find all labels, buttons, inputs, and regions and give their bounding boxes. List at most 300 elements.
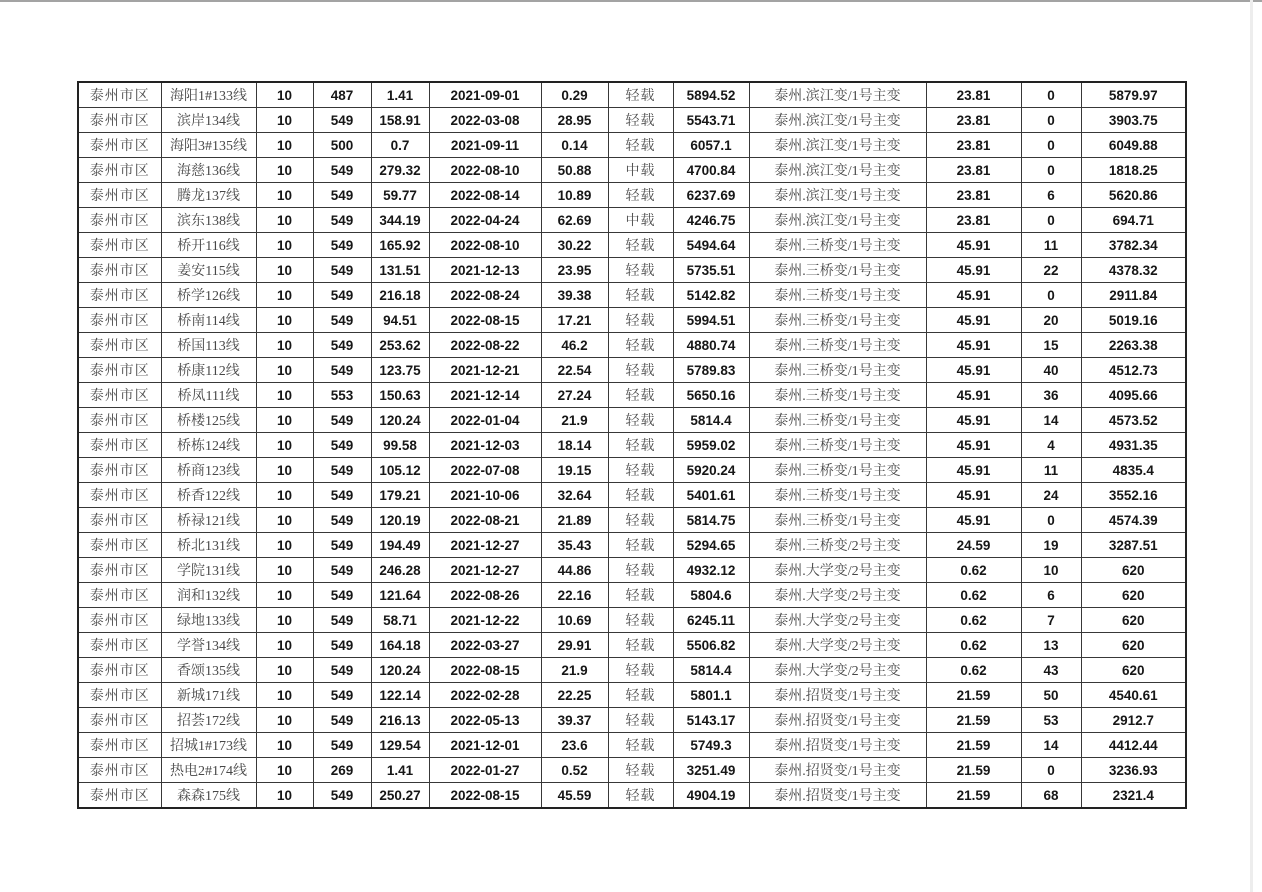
table-cell: 10 — [1021, 558, 1081, 583]
table-cell: 694.71 — [1081, 208, 1186, 233]
table-cell: 10 — [256, 608, 313, 633]
table-cell: 海阳1#133线 — [161, 82, 256, 108]
table-cell: 549 — [313, 708, 371, 733]
table-cell: 泰州市区 — [78, 558, 161, 583]
table-cell: 泰州市区 — [78, 608, 161, 633]
table-cell: 39.37 — [541, 708, 608, 733]
table-cell: 轻载 — [608, 458, 673, 483]
table-row — [78, 533, 1186, 558]
table-cell: 泰州.招贤变/1号主变 — [749, 683, 926, 708]
table-cell: 22.54 — [541, 358, 608, 383]
table-row — [78, 133, 1186, 158]
table-cell: 45.91 — [926, 308, 1021, 333]
table-cell: 3903.75 — [1081, 108, 1186, 133]
table-cell: 129.54 — [371, 733, 429, 758]
table-cell: 549 — [313, 233, 371, 258]
table-cell: 165.92 — [371, 233, 429, 258]
table-cell: 泰州市区 — [78, 533, 161, 558]
table-cell: 549 — [313, 533, 371, 558]
table-cell: 桥香122线 — [161, 483, 256, 508]
table-cell: 620 — [1081, 658, 1186, 683]
table-cell: 10 — [256, 82, 313, 108]
table-cell: 10 — [256, 308, 313, 333]
table-cell: 泰州.招贤变/1号主变 — [749, 733, 926, 758]
table-cell: 620 — [1081, 583, 1186, 608]
table-cell: 1.41 — [371, 82, 429, 108]
table-cell: 2022-02-28 — [429, 683, 541, 708]
table-cell: 泰州市区 — [78, 733, 161, 758]
table-cell: 105.12 — [371, 458, 429, 483]
table-cell: 0 — [1021, 108, 1081, 133]
table-cell: 3782.34 — [1081, 233, 1186, 258]
table-cell: 新城171线 — [161, 683, 256, 708]
table-cell: 5650.16 — [673, 383, 749, 408]
table-cell: 轻载 — [608, 558, 673, 583]
table-cell: 14 — [1021, 733, 1081, 758]
table-cell: 487 — [313, 82, 371, 108]
table-cell: 549 — [313, 308, 371, 333]
table-cell: 学院131线 — [161, 558, 256, 583]
table-cell: 22.25 — [541, 683, 608, 708]
table-row — [78, 508, 1186, 533]
table-cell: 2022-08-26 — [429, 583, 541, 608]
table-row — [78, 283, 1186, 308]
table-cell: 14 — [1021, 408, 1081, 433]
table-row — [78, 608, 1186, 633]
table-cell: 23.95 — [541, 258, 608, 283]
table-cell: 28.95 — [541, 108, 608, 133]
table-row — [78, 633, 1186, 658]
table-cell: 2321.4 — [1081, 783, 1186, 809]
table-cell: 2021-12-21 — [429, 358, 541, 383]
table-cell: 0 — [1021, 758, 1081, 783]
table-cell: 94.51 — [371, 308, 429, 333]
table-cell: 泰州市区 — [78, 233, 161, 258]
table-cell: 泰州.滨江变/1号主变 — [749, 82, 926, 108]
table-cell: 轻载 — [608, 483, 673, 508]
table-cell: 桥栋124线 — [161, 433, 256, 458]
table-cell: 泰州市区 — [78, 283, 161, 308]
table-cell: 10.89 — [541, 183, 608, 208]
table-row — [78, 183, 1186, 208]
table-cell: 17.21 — [541, 308, 608, 333]
table-cell: 2263.38 — [1081, 333, 1186, 358]
table-cell: 2021-12-22 — [429, 608, 541, 633]
table-cell: 23.81 — [926, 82, 1021, 108]
table-cell: 216.18 — [371, 283, 429, 308]
table-row — [78, 708, 1186, 733]
table-cell: 10 — [256, 633, 313, 658]
table-cell: 7 — [1021, 608, 1081, 633]
table-cell: 泰州市区 — [78, 583, 161, 608]
table-cell: 1.41 — [371, 758, 429, 783]
table-cell: 2022-03-27 — [429, 633, 541, 658]
table-cell: 泰州.招贤变/1号主变 — [749, 708, 926, 733]
table-cell: 36 — [1021, 383, 1081, 408]
table-cell: 131.51 — [371, 258, 429, 283]
table-cell: 21.9 — [541, 658, 608, 683]
table-cell: 23.81 — [926, 208, 1021, 233]
table-row — [78, 358, 1186, 383]
table-cell: 轻载 — [608, 408, 673, 433]
table-cell: 泰州.三桥变/1号主变 — [749, 258, 926, 283]
table-cell: 香颂135线 — [161, 658, 256, 683]
table-cell: 2022-04-24 — [429, 208, 541, 233]
table-cell: 泰州市区 — [78, 208, 161, 233]
table-cell: 45.91 — [926, 258, 1021, 283]
table-cell: 轻载 — [608, 508, 673, 533]
table-cell: 68 — [1021, 783, 1081, 809]
table-cell: 2022-07-08 — [429, 458, 541, 483]
table-cell: 泰州市区 — [78, 258, 161, 283]
table-cell: 泰州市区 — [78, 458, 161, 483]
table-cell: 5749.3 — [673, 733, 749, 758]
table-cell: 21.59 — [926, 708, 1021, 733]
table-cell: 润和132线 — [161, 583, 256, 608]
table-cell: 轻载 — [608, 533, 673, 558]
table-row — [78, 433, 1186, 458]
table-cell: 5143.17 — [673, 708, 749, 733]
table-cell: 43 — [1021, 658, 1081, 683]
table-cell: 549 — [313, 608, 371, 633]
table-cell: 5879.97 — [1081, 82, 1186, 108]
table-cell: 3251.49 — [673, 758, 749, 783]
table-cell: 18.14 — [541, 433, 608, 458]
table-cell: 45.91 — [926, 458, 1021, 483]
table-cell: 22.16 — [541, 583, 608, 608]
table-cell: 10 — [256, 533, 313, 558]
table-cell: 58.71 — [371, 608, 429, 633]
table-cell: 10 — [256, 783, 313, 809]
table-cell: 泰州.三桥变/1号主变 — [749, 233, 926, 258]
table-cell: 泰州.招贤变/1号主变 — [749, 783, 926, 809]
table-cell: 500 — [313, 133, 371, 158]
table-cell: 44.86 — [541, 558, 608, 583]
table-cell: 21.59 — [926, 783, 1021, 809]
table-row — [78, 658, 1186, 683]
table-cell: 4412.44 — [1081, 733, 1186, 758]
table-cell: 2022-05-13 — [429, 708, 541, 733]
table-cell: 549 — [313, 583, 371, 608]
table-cell: 轻载 — [608, 658, 673, 683]
table-cell: 泰州市区 — [78, 683, 161, 708]
table-cell: 24.59 — [926, 533, 1021, 558]
table-cell: 中载 — [608, 208, 673, 233]
table-cell: 轻载 — [608, 608, 673, 633]
table-cell: 桥学126线 — [161, 283, 256, 308]
table-cell: 0.62 — [926, 633, 1021, 658]
table-cell: 桥开116线 — [161, 233, 256, 258]
table-cell: 120.24 — [371, 408, 429, 433]
table-cell: 10.69 — [541, 608, 608, 633]
table-cell: 11 — [1021, 458, 1081, 483]
table-cell: 35.43 — [541, 533, 608, 558]
table-cell: 泰州.三桥变/2号主变 — [749, 533, 926, 558]
table-cell: 549 — [313, 158, 371, 183]
table-cell: 轻载 — [608, 633, 673, 658]
table-cell: 桥凤111线 — [161, 383, 256, 408]
table-cell: 179.21 — [371, 483, 429, 508]
table-cell: 泰州.三桥变/1号主变 — [749, 458, 926, 483]
table-cell: 4574.39 — [1081, 508, 1186, 533]
table-cell: 2022-08-10 — [429, 158, 541, 183]
table-cell: 10 — [256, 458, 313, 483]
table-cell: 10 — [256, 383, 313, 408]
table-cell: 2022-08-15 — [429, 308, 541, 333]
table-cell: 549 — [313, 683, 371, 708]
table-cell: 549 — [313, 208, 371, 233]
table-cell: 549 — [313, 108, 371, 133]
table-row — [78, 458, 1186, 483]
table-cell: 46.2 — [541, 333, 608, 358]
table-cell: 2021-12-14 — [429, 383, 541, 408]
table-cell: 0 — [1021, 283, 1081, 308]
table-cell: 泰州.三桥变/1号主变 — [749, 433, 926, 458]
table-cell: 45.91 — [926, 483, 1021, 508]
table-row — [78, 233, 1186, 258]
table-cell: 轻载 — [608, 708, 673, 733]
table-cell: 泰州市区 — [78, 708, 161, 733]
table-cell: 5019.16 — [1081, 308, 1186, 333]
table-cell: 2021-09-11 — [429, 133, 541, 158]
table-cell: 5994.51 — [673, 308, 749, 333]
table-cell: 10 — [256, 258, 313, 283]
table-cell: 泰州.滨江变/1号主变 — [749, 208, 926, 233]
page-top-rule — [0, 0, 1262, 2]
table-cell: 5494.64 — [673, 233, 749, 258]
table-cell: 620 — [1081, 608, 1186, 633]
table-cell: 10 — [256, 183, 313, 208]
table-cell: 549 — [313, 508, 371, 533]
table-cell: 344.19 — [371, 208, 429, 233]
table-cell: 4095.66 — [1081, 383, 1186, 408]
table-cell: 0 — [1021, 208, 1081, 233]
table-cell: 62.69 — [541, 208, 608, 233]
table-cell: 13 — [1021, 633, 1081, 658]
table-cell: 轻载 — [608, 783, 673, 809]
table-cell: 绿地133线 — [161, 608, 256, 633]
table-cell: 桥康112线 — [161, 358, 256, 383]
table-cell: 24 — [1021, 483, 1081, 508]
table-cell: 泰州.大学变/2号主变 — [749, 608, 926, 633]
table-cell: 45.59 — [541, 783, 608, 809]
table-cell: 4904.19 — [673, 783, 749, 809]
table-cell: 6 — [1021, 583, 1081, 608]
table-cell: 泰州市区 — [78, 108, 161, 133]
table-cell: 549 — [313, 633, 371, 658]
table-cell: 泰州市区 — [78, 333, 161, 358]
table-cell: 5801.1 — [673, 683, 749, 708]
table-cell: 泰州市区 — [78, 82, 161, 108]
table-row — [78, 483, 1186, 508]
table-row — [78, 158, 1186, 183]
table-cell: 泰州.三桥变/1号主变 — [749, 358, 926, 383]
table-cell: 0.62 — [926, 558, 1021, 583]
table-row — [78, 558, 1186, 583]
table-cell: 59.77 — [371, 183, 429, 208]
table-cell: 招荟172线 — [161, 708, 256, 733]
table-row — [78, 82, 1186, 108]
table-cell: 泰州.滨江变/1号主变 — [749, 183, 926, 208]
table-cell: 桥楼125线 — [161, 408, 256, 433]
table-cell: 10 — [256, 358, 313, 383]
table-cell: 轻载 — [608, 308, 673, 333]
table-cell: 45.91 — [926, 383, 1021, 408]
table-cell: 2022-08-14 — [429, 183, 541, 208]
table-cell: 40 — [1021, 358, 1081, 383]
table-cell: 轻载 — [608, 358, 673, 383]
table-cell: 泰州市区 — [78, 633, 161, 658]
table-cell: 4378.32 — [1081, 258, 1186, 283]
table-cell: 45.91 — [926, 358, 1021, 383]
table-cell: 4931.35 — [1081, 433, 1186, 458]
table-cell: 45.91 — [926, 283, 1021, 308]
table-row — [78, 583, 1186, 608]
table-cell: 泰州市区 — [78, 133, 161, 158]
table-cell: 泰州.滨江变/1号主变 — [749, 158, 926, 183]
table-cell: 4246.75 — [673, 208, 749, 233]
table-cell: 滨岸134线 — [161, 108, 256, 133]
table-cell: 45.91 — [926, 508, 1021, 533]
table-cell: 2021-12-13 — [429, 258, 541, 283]
table-cell: 549 — [313, 458, 371, 483]
table-cell: 泰州.三桥变/1号主变 — [749, 408, 926, 433]
table-cell: 5543.71 — [673, 108, 749, 133]
table-cell: 泰州市区 — [78, 183, 161, 208]
table-cell: 2022-01-27 — [429, 758, 541, 783]
table-cell: 39.38 — [541, 283, 608, 308]
table-cell: 22 — [1021, 258, 1081, 283]
table-cell: 海阳3#135线 — [161, 133, 256, 158]
table-cell: 泰州市区 — [78, 383, 161, 408]
table-cell: 2022-08-15 — [429, 783, 541, 809]
table-cell: 5959.02 — [673, 433, 749, 458]
table-cell: 学誉134线 — [161, 633, 256, 658]
table-cell: 32.64 — [541, 483, 608, 508]
table-cell: 10 — [256, 233, 313, 258]
table-cell: 泰州.招贤变/1号主变 — [749, 758, 926, 783]
table-cell: 10 — [256, 758, 313, 783]
table-cell: 2022-08-10 — [429, 233, 541, 258]
table-row — [78, 333, 1186, 358]
table-cell: 158.91 — [371, 108, 429, 133]
table-cell: 21.89 — [541, 508, 608, 533]
table-cell: 0 — [1021, 82, 1081, 108]
table-cell: 620 — [1081, 633, 1186, 658]
table-cell: 泰州市区 — [78, 783, 161, 809]
table-cell: 2022-01-04 — [429, 408, 541, 433]
table-cell: 4835.4 — [1081, 458, 1186, 483]
table-cell: 0.52 — [541, 758, 608, 783]
table-cell: 2911.84 — [1081, 283, 1186, 308]
table-cell: 120.24 — [371, 658, 429, 683]
table-cell: 4932.12 — [673, 558, 749, 583]
table-cell: 热电2#174线 — [161, 758, 256, 783]
table-cell: 桥禄121线 — [161, 508, 256, 533]
table-cell: 桥国113线 — [161, 333, 256, 358]
table-cell: 6 — [1021, 183, 1081, 208]
table-cell: 轻载 — [608, 233, 673, 258]
table-cell: 桥商123线 — [161, 458, 256, 483]
table-cell: 0 — [1021, 508, 1081, 533]
table-cell: 泰州.三桥变/1号主变 — [749, 333, 926, 358]
table-cell: 1818.25 — [1081, 158, 1186, 183]
table-cell: 泰州.三桥变/1号主变 — [749, 283, 926, 308]
table-cell: 0.7 — [371, 133, 429, 158]
table-cell: 5294.65 — [673, 533, 749, 558]
table-cell: 轻载 — [608, 183, 673, 208]
table-cell: 海慈136线 — [161, 158, 256, 183]
table-cell: 123.75 — [371, 358, 429, 383]
table-cell: 3552.16 — [1081, 483, 1186, 508]
table-cell: 279.32 — [371, 158, 429, 183]
table-cell: 5620.86 — [1081, 183, 1186, 208]
table-row — [78, 108, 1186, 133]
table-cell: 19.15 — [541, 458, 608, 483]
table-cell: 194.49 — [371, 533, 429, 558]
table-cell: 4700.84 — [673, 158, 749, 183]
table-cell: 泰州市区 — [78, 358, 161, 383]
table-cell: 5142.82 — [673, 283, 749, 308]
table-cell: 549 — [313, 183, 371, 208]
table-cell: 15 — [1021, 333, 1081, 358]
table-row — [78, 683, 1186, 708]
table-cell: 0.62 — [926, 583, 1021, 608]
table-cell: 泰州.三桥变/1号主变 — [749, 483, 926, 508]
table-cell: 泰州市区 — [78, 158, 161, 183]
table-cell: 53 — [1021, 708, 1081, 733]
table-cell: 5920.24 — [673, 458, 749, 483]
table-cell: 轻载 — [608, 82, 673, 108]
table-cell: 5814.4 — [673, 658, 749, 683]
table-cell: 泰州.滨江变/1号主变 — [749, 133, 926, 158]
table-cell: 泰州.大学变/2号主变 — [749, 583, 926, 608]
table-cell: 6245.11 — [673, 608, 749, 633]
table-cell: 滨东138线 — [161, 208, 256, 233]
table-cell: 中载 — [608, 158, 673, 183]
table-cell: 泰州.三桥变/1号主变 — [749, 308, 926, 333]
table-cell: 5804.6 — [673, 583, 749, 608]
table-cell: 549 — [313, 558, 371, 583]
table-cell: 轻载 — [608, 258, 673, 283]
table-cell: 6057.1 — [673, 133, 749, 158]
table-cell: 招城1#173线 — [161, 733, 256, 758]
table-cell: 0.62 — [926, 658, 1021, 683]
table-cell: 23.81 — [926, 133, 1021, 158]
table-cell: 轻载 — [608, 733, 673, 758]
table-cell: 4512.73 — [1081, 358, 1186, 383]
table-cell: 泰州市区 — [78, 758, 161, 783]
table-cell: 21.59 — [926, 758, 1021, 783]
table-cell: 2022-03-08 — [429, 108, 541, 133]
table-cell: 4573.52 — [1081, 408, 1186, 433]
table-cell: 50 — [1021, 683, 1081, 708]
table-cell: 轻载 — [608, 283, 673, 308]
table-cell: 549 — [313, 283, 371, 308]
table-cell: 10 — [256, 583, 313, 608]
table-cell: 10 — [256, 708, 313, 733]
table-cell: 5735.51 — [673, 258, 749, 283]
table-cell: 腾龙137线 — [161, 183, 256, 208]
table-cell: 549 — [313, 358, 371, 383]
table-cell: 0.62 — [926, 608, 1021, 633]
table-cell: 23.81 — [926, 183, 1021, 208]
table-cell: 泰州市区 — [78, 308, 161, 333]
table-row — [78, 208, 1186, 233]
table-cell: 10 — [256, 208, 313, 233]
table-cell: 桥北131线 — [161, 533, 256, 558]
table-row — [78, 733, 1186, 758]
